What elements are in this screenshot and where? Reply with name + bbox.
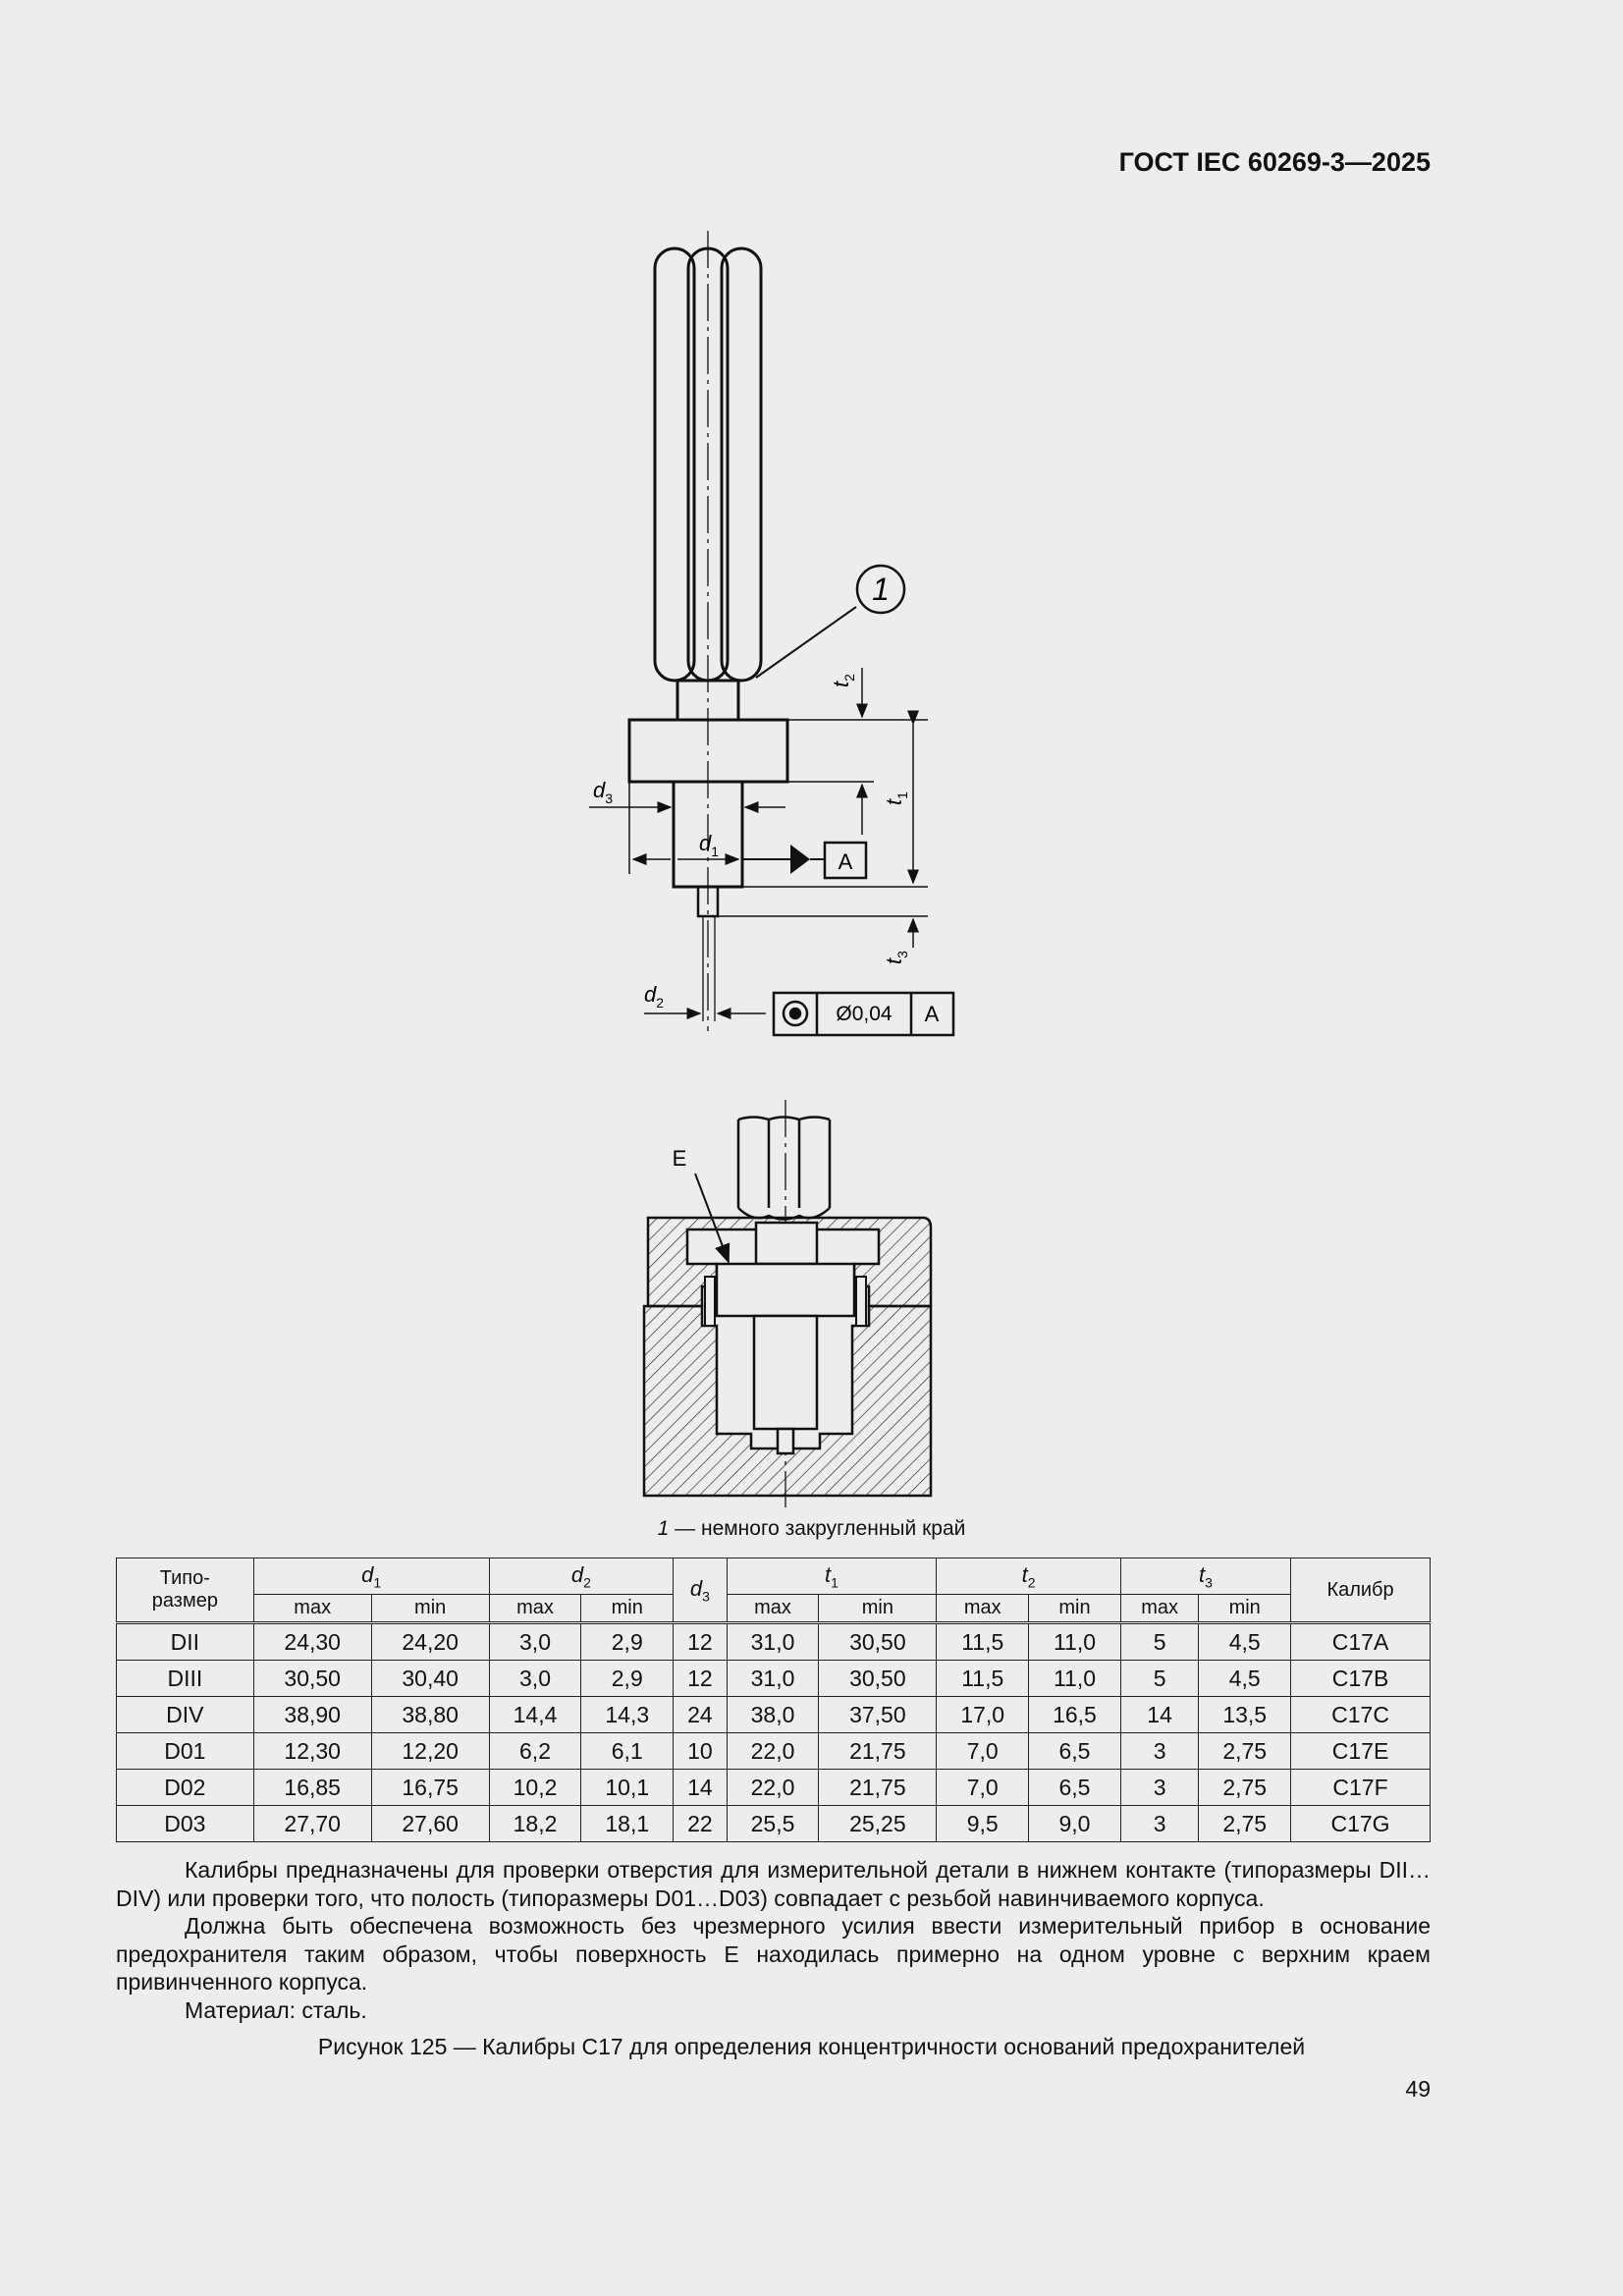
leader-1-number: 1 xyxy=(872,572,890,607)
table-cell: 5 xyxy=(1120,1623,1198,1661)
header-min: min xyxy=(581,1595,674,1623)
table-row xyxy=(117,1770,1431,1806)
table-row xyxy=(117,1733,1431,1770)
table-cell: 9,0 xyxy=(1029,1806,1121,1842)
table-cell: 12,20 xyxy=(371,1733,489,1770)
figure-caption: Рисунок 125 — Калибры C17 для определения концентричности оснований предохранителей xyxy=(317,2034,1306,2059)
header-t2: $t_2$ xyxy=(937,1558,1121,1595)
table-cell: C17E xyxy=(1291,1733,1431,1770)
table-cell: 2,75 xyxy=(1199,1733,1291,1770)
svg-text:t2: $t_2$ xyxy=(829,674,857,687)
table-cell: 2,75 xyxy=(1199,1770,1291,1806)
header-gauge: Калибр xyxy=(1291,1558,1431,1623)
table-cell: 22 xyxy=(674,1806,727,1842)
table-cell: 2,9 xyxy=(581,1661,674,1697)
inserted-body xyxy=(754,1316,817,1429)
table-cell: DII xyxy=(117,1623,254,1661)
dimensions-table xyxy=(116,1558,1431,1842)
svg-text:t1: $t_1$ xyxy=(882,792,910,805)
page-number: 49 xyxy=(1405,2076,1431,2102)
header-type: Типо- размер xyxy=(117,1558,254,1623)
inserted-collar xyxy=(717,1264,854,1316)
table-cell: 30,40 xyxy=(371,1661,489,1697)
table-cell: D01 xyxy=(117,1733,254,1770)
table-cell: 27,60 xyxy=(371,1806,489,1842)
table-cell: 2,9 xyxy=(581,1623,674,1661)
table-cell: 24,30 xyxy=(253,1623,371,1661)
table-cell: 37,50 xyxy=(819,1697,937,1733)
header-max: max xyxy=(727,1595,819,1623)
table-cell: 30,50 xyxy=(819,1661,937,1697)
header-d3: $d_3$ xyxy=(674,1558,727,1623)
table-cell: 13,5 xyxy=(1199,1697,1291,1733)
document-header: ГОСТ IEC 60269-3—2025 xyxy=(1118,147,1431,177)
figure-key-caption xyxy=(0,1517,1623,1541)
table-cell: 27,70 xyxy=(253,1806,371,1842)
table-cell: 18,1 xyxy=(581,1806,674,1842)
table-cell: 4,5 xyxy=(1199,1623,1291,1661)
table-cell: 25,25 xyxy=(819,1806,937,1842)
header-t3: $t_3$ xyxy=(1120,1558,1290,1595)
table-cell: 9,5 xyxy=(937,1806,1029,1842)
table-cell: 24,20 xyxy=(371,1623,489,1661)
svg-text:d3: $d_3$ xyxy=(593,778,614,806)
table-cell: C17B xyxy=(1291,1661,1431,1697)
table-row xyxy=(117,1806,1431,1842)
table-cell: 31,0 xyxy=(727,1661,819,1697)
table-cell: 6,2 xyxy=(489,1733,581,1770)
table-row xyxy=(117,1661,1431,1697)
section-view xyxy=(644,1100,931,1507)
table-cell: D02 xyxy=(117,1770,254,1806)
inserted-pin xyxy=(778,1429,793,1453)
notes xyxy=(116,1856,1431,2024)
table-cell: 30,50 xyxy=(819,1623,937,1661)
header-max: max xyxy=(253,1595,371,1623)
table-cell: C17F xyxy=(1291,1770,1431,1806)
svg-text:d1: $d_1$ xyxy=(699,831,720,859)
table-cell: 14,3 xyxy=(581,1697,674,1733)
header-max: max xyxy=(937,1595,1029,1623)
table-cell: 6,5 xyxy=(1029,1770,1121,1806)
table-cell: C17G xyxy=(1291,1806,1431,1842)
note-paragraph: Материал: сталь. xyxy=(185,1996,367,2023)
tolerance-datum: A xyxy=(924,1002,940,1026)
note-paragraph: Калибры предназначены для проверки отверстия для измерительной детали в нижнем контакте (типоразмеры DII…DIV) или проверки того, что полость (типоразмеры D01…D03) совпадает с резьбой навинчиваемого корпуса. xyxy=(116,1857,1431,1911)
table-row xyxy=(117,1697,1431,1733)
table-cell: 10,2 xyxy=(489,1770,581,1806)
table-cell: 24 xyxy=(674,1697,727,1733)
svg-text:t3: $t_3$ xyxy=(882,951,910,964)
table-cell: 11,0 xyxy=(1029,1623,1121,1661)
table-cell: 5 xyxy=(1120,1661,1198,1697)
table-cell: 3,0 xyxy=(489,1661,581,1697)
table-cell: 14 xyxy=(1120,1697,1198,1733)
table-cell: 16,85 xyxy=(253,1770,371,1806)
table-cell: 12 xyxy=(674,1623,727,1661)
table-cell: 21,75 xyxy=(819,1733,937,1770)
table-cell: 2,75 xyxy=(1199,1806,1291,1842)
table-cell: 4,5 xyxy=(1199,1661,1291,1697)
table-cell: 11,0 xyxy=(1029,1661,1121,1697)
table-cell: 3 xyxy=(1120,1770,1198,1806)
table-cell: 7,0 xyxy=(937,1770,1029,1806)
table-cell: 16,75 xyxy=(371,1770,489,1806)
table-cell: 7,0 xyxy=(937,1733,1029,1770)
table-cell: 17,0 xyxy=(937,1697,1029,1733)
table-cell: 18,2 xyxy=(489,1806,581,1842)
table-row xyxy=(117,1623,1431,1661)
header-min: min xyxy=(1029,1595,1121,1623)
svg-text:d2: $d_2$ xyxy=(644,982,665,1011)
table-cell: 6,1 xyxy=(581,1733,674,1770)
datum-triangle xyxy=(790,845,810,874)
table-cell: D03 xyxy=(117,1806,254,1842)
table-cell: 30,50 xyxy=(253,1661,371,1697)
table-cell: 11,5 xyxy=(937,1661,1029,1697)
table-cell: 10 xyxy=(674,1733,727,1770)
table-cell: C17C xyxy=(1291,1697,1431,1733)
table-cell: 38,0 xyxy=(727,1697,819,1733)
table-cell: 21,75 xyxy=(819,1770,937,1806)
table-cell: 11,5 xyxy=(937,1623,1029,1661)
table-cell: 3 xyxy=(1120,1733,1198,1770)
table-cell: 22,0 xyxy=(727,1733,819,1770)
header-min: min xyxy=(819,1595,937,1623)
header-max: max xyxy=(1120,1595,1198,1623)
header-min: min xyxy=(371,1595,489,1623)
table-cell: 25,5 xyxy=(727,1806,819,1842)
tolerance-value: Ø0,04 xyxy=(836,1003,893,1025)
label-E: E xyxy=(672,1146,687,1171)
key-number: 1 xyxy=(657,1517,670,1540)
table-cell: 38,90 xyxy=(253,1697,371,1733)
table-cell: 6,5 xyxy=(1029,1733,1121,1770)
header-d2: $d_2$ xyxy=(489,1558,674,1595)
leader-1 xyxy=(756,607,856,678)
table-cell: 10,1 xyxy=(581,1770,674,1806)
header-max: max xyxy=(489,1595,581,1623)
table-cell: 22,0 xyxy=(727,1770,819,1806)
table-cell: 14 xyxy=(674,1770,727,1806)
table-cell: 12 xyxy=(674,1661,727,1697)
header-t1: $t_1$ xyxy=(727,1558,937,1595)
table-cell: 3 xyxy=(1120,1806,1198,1842)
table-cell: DIV xyxy=(117,1697,254,1733)
table-cell: C17A xyxy=(1291,1623,1431,1661)
table-cell: 14,4 xyxy=(489,1697,581,1733)
table-cell: 38,80 xyxy=(371,1697,489,1733)
note-paragraph: Должна быть обеспечена возможность без чрезмерного усилия ввести измерительный прибор в основание предохранителя таким образом, чтобы поверхность E находилась примерно на одном уровне с верхним краем привинченного корпуса. xyxy=(116,1913,1431,1995)
key-text: — немного закругленный край xyxy=(669,1517,966,1540)
table-body xyxy=(117,1623,1431,1842)
header-d1: $d_1$ xyxy=(253,1558,489,1595)
table-cell: 3,0 xyxy=(489,1623,581,1661)
datum-a-label: A xyxy=(838,849,853,874)
table-cell: 12,30 xyxy=(253,1733,371,1770)
table-cell: DIII xyxy=(117,1661,254,1697)
inserted-neck xyxy=(756,1223,817,1264)
header-min: min xyxy=(1199,1595,1291,1623)
table-cell: 16,5 xyxy=(1029,1697,1121,1733)
table-cell: 31,0 xyxy=(727,1623,819,1661)
